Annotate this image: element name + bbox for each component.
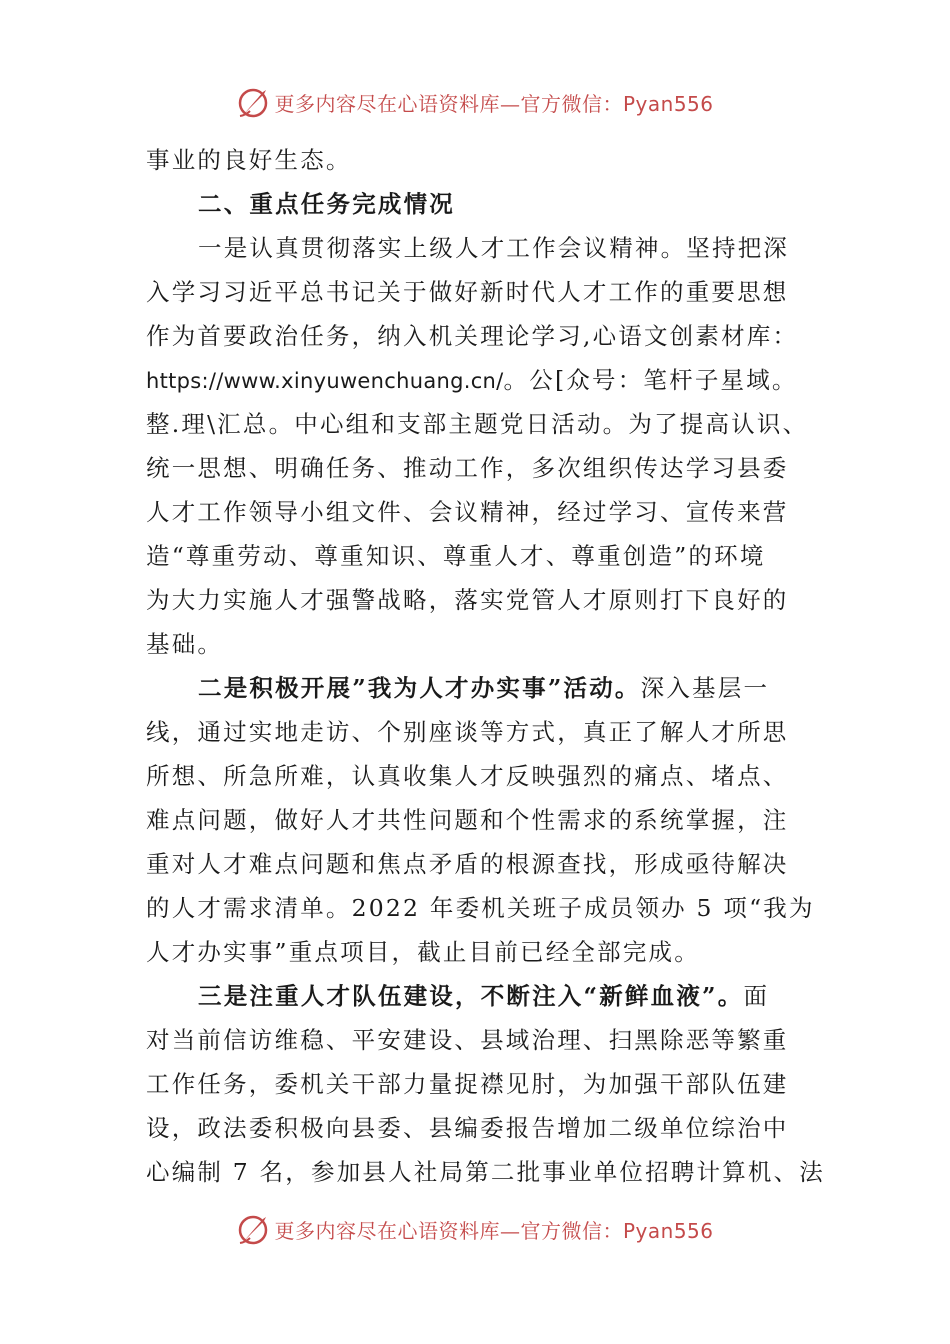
paragraph-lead: 三是注重人才队伍建设，不断注入“新鲜血液”。 [198, 982, 744, 1010]
text-line: 事业的良好生态。 [146, 146, 352, 174]
paragraph-lead: 二是积极开展”我为人才办实事”活动。 [198, 674, 641, 702]
text-line: 入学习习近平总书记关于做好新时代人才工作的重要思想 [146, 278, 789, 306]
text-line: 难点问题，做好人才共性问题和个性需求的系统掌握，注 [146, 806, 789, 834]
text-line: 人才办实事”重点项目，截止目前已经全部完成。 [146, 938, 700, 966]
text-line: 心编制 7 名，参加县人社局第二批事业单位招聘计算机、法 [146, 1158, 825, 1186]
footer-watermark [0, 1209, 950, 1249]
section-heading: 二、重点任务完成情况 [198, 190, 455, 218]
text-line: 作为首要政治任务，纳入机关理论学习,心语文创素材库： [146, 322, 799, 350]
text-line: 线，通过实地走访、个别座谈等方式，真正了解人才所思 [146, 718, 789, 746]
text-fragment: 。公[众号：笔杆子星域。 [503, 366, 798, 394]
quill-logo-icon [236, 84, 272, 120]
text-fragment: 面 [743, 982, 770, 1010]
url-link[interactable]: https://www.xinyuwenchuang.cn/ [146, 369, 504, 393]
text-line: 基础。 [146, 630, 224, 658]
wechat-id: Pyan556 [622, 1218, 714, 1243]
text-line: 所想、所急所难，认真收集人才反映强烈的痛点、堵点、 [146, 762, 789, 790]
text-fragment: 深入基层一 [640, 674, 770, 702]
text-line: 人才工作领导小组文件、会议精神，经过学习、宣传来营 [146, 498, 789, 526]
watermark-text: 更多内容尽在心语资料库—官方微信： [274, 1218, 623, 1243]
text-line: 统一思想、明确任务、推动工作，多次组织传达学习县委 [146, 454, 789, 482]
text-line [146, 666, 810, 710]
quill-logo-icon [236, 1211, 272, 1247]
text-line: 对当前信访维稳、平安建设、县域治理、扫黑除恶等繁重 [146, 1026, 789, 1054]
text-line: 整.理\汇总。中心组和支部主题党日活动。为了提高认识、 [146, 410, 809, 438]
text-line: 一是认真贯彻落实上级人才工作会议精神。坚持把深 [198, 234, 790, 262]
text-line: 造“尊重劳动、尊重知识、尊重人才、尊重创造”的环境 [146, 542, 766, 570]
text-line: 工作任务，委机关干部力量捉襟见肘，为加强干部队伍建 [146, 1070, 789, 1098]
text-line [146, 974, 810, 1018]
wechat-id: Pyan556 [622, 91, 714, 116]
document-body [146, 138, 825, 1194]
text-line [146, 358, 810, 402]
text-line: 的人才需求清单。2022 年委机关班子成员领办 5 项“我为 [146, 894, 815, 922]
watermark-text: 更多内容尽在心语资料库—官方微信： [274, 91, 623, 116]
header-watermark [0, 82, 950, 122]
text-line: 重对人才难点问题和焦点矛盾的根源查找，形成亟待解决 [146, 850, 789, 878]
text-line: 设，政法委积极向县委、县编委报告增加二级单位综治中 [146, 1114, 789, 1142]
text-line: 为大力实施人才强警战略，落实党管人才原则打下良好的 [146, 586, 789, 614]
